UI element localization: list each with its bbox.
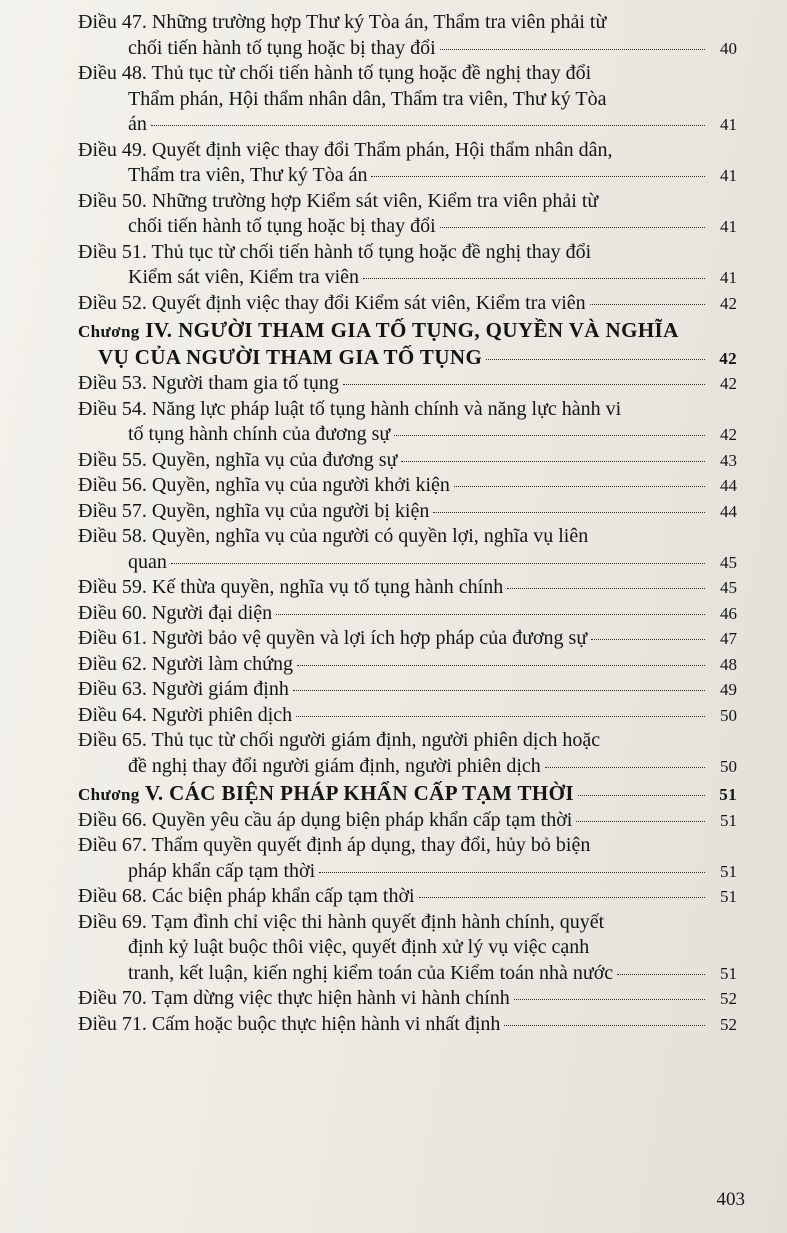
dot-leader	[293, 690, 705, 691]
toc-entry-line	[78, 808, 737, 834]
toc-entry-line	[78, 626, 737, 652]
dot-leader	[296, 716, 705, 717]
toc-entry-line	[78, 112, 737, 138]
toc-page-number: 42	[720, 374, 737, 393]
dot-leader	[486, 359, 705, 360]
toc-page-number: 42	[719, 348, 737, 368]
toc-entry-text	[78, 781, 574, 808]
dot-leader	[617, 974, 705, 975]
toc-entry	[78, 473, 737, 499]
toc-page-number: 42	[720, 293, 737, 313]
dot-leader	[507, 588, 705, 589]
toc-page-number: 52	[720, 1014, 737, 1034]
toc-entry	[78, 291, 737, 317]
dot-leader	[171, 563, 705, 564]
toc-page-number: 41	[720, 166, 737, 185]
toc-page-number: 47	[720, 629, 737, 648]
toc-entry-line	[78, 265, 737, 291]
toc-entry-text-content: Điều 57. Quyền, nghĩa vụ của người bị kiện	[78, 499, 430, 522]
toc-entry-text	[128, 754, 541, 780]
toc-entry-text-content: án	[128, 113, 147, 135]
toc-entry-text-content: Điều 64. Người phiên dịch	[78, 703, 293, 726]
toc-entry-line	[78, 371, 737, 397]
toc-entry-text	[128, 265, 359, 291]
toc-entry	[78, 626, 737, 652]
toc-entry-line	[78, 448, 737, 474]
toc-entry-line	[78, 961, 737, 987]
toc-entry-text	[78, 808, 572, 834]
toc-entry-line	[78, 754, 737, 780]
toc-entry-text-content: tranh, kết luận, kiến nghị kiểm toán của Kiểm toán nhà nước	[128, 961, 614, 984]
dot-leader	[504, 1025, 705, 1026]
toc-entry-line	[78, 240, 737, 266]
toc-entry-text	[98, 345, 482, 371]
toc-page-number: 41	[720, 115, 737, 134]
toc-entry-text-content: đề nghị thay đổi người giám định, người phiên dịch	[128, 754, 541, 777]
toc-entry-text: định kỷ luật buộc thôi việc, quyết định xử lý vụ việc cạnh	[128, 936, 590, 958]
toc-entry-text: Điều 65. Thủ tục từ chối người giám định, người phiên dịch hoặc	[78, 729, 601, 751]
toc-entry-text	[128, 112, 147, 138]
toc-entry-line	[78, 189, 737, 215]
toc-page-number: 50	[720, 756, 737, 776]
toc-entry-text-content: Điều 71. Cấm hoặc buộc thực hiện hành vi nhất định	[78, 1012, 501, 1035]
dot-leader	[363, 278, 705, 279]
toc-page-number: 50	[720, 705, 737, 725]
toc-page-number: 42	[720, 425, 737, 444]
toc-entry-text: Điều 49. Quyết định việc thay đổi Thẩm phán, Hội thẩm nhân dân,	[78, 138, 613, 161]
dot-leader	[454, 486, 705, 487]
toc-entry-text-content: VỤ CỦA NGƯỜI THAM GIA TỐ TỤNG	[98, 344, 483, 369]
toc-entry	[78, 138, 737, 189]
toc-entry-line	[78, 601, 737, 627]
toc-entry-text-content: Điều 55. Quyền, nghĩa vụ của đương sự	[78, 448, 398, 471]
toc-entry-text: Điều 51. Thủ tục từ chối tiến hành tố tụng hoặc đề nghị thay đổi	[78, 240, 592, 263]
toc-entry-text-content: V. CÁC BIỆN PHÁP KHẨN CẤP TẠM THỜI	[144, 781, 574, 805]
page-number: 403	[716, 1189, 745, 1210]
dot-leader	[343, 384, 705, 385]
toc-entry-text	[78, 473, 450, 499]
toc-entry-text	[128, 422, 390, 448]
toc-entry-line	[78, 397, 737, 423]
toc-entry-text-content: Điều 66. Quyền yêu cầu áp dụng biện pháp khẩn cấp tạm thời	[78, 808, 573, 831]
toc-page-number: 49	[720, 680, 737, 699]
toc-entry	[78, 189, 737, 240]
toc-entry-text-content: Thẩm tra viên, Thư ký Tòa án	[128, 164, 368, 186]
toc-entry-text: Điều 50. Những trường hợp Kiểm sát viên, Kiểm tra viên phải từ	[78, 189, 599, 212]
dot-leader	[591, 639, 705, 640]
toc-entry-text	[128, 550, 167, 576]
toc-entry-text-content: tố tụng hành chính của đương sự	[128, 423, 391, 445]
toc-entry-text	[78, 986, 510, 1012]
toc-entry-text: Điều 69. Tạm đình chỉ việc thi hành quyết định hành chính, quyết	[78, 910, 605, 933]
toc-page-number: 51	[720, 963, 737, 983]
toc-entry-line	[78, 318, 737, 345]
toc-entry-text-content: Điều 59. Kế thừa quyền, nghĩa vụ tố tụng hành chính	[78, 576, 504, 598]
dot-leader	[401, 461, 705, 462]
toc-chapter-heading	[78, 318, 737, 371]
toc-entry-text-content: Điều 62. Người làm chứng	[78, 652, 293, 675]
toc-page-number: 40	[720, 38, 737, 58]
toc-entry-text	[78, 291, 586, 317]
dot-leader	[151, 125, 705, 126]
toc-entry-text	[78, 601, 272, 627]
toc-page-number: 45	[720, 578, 737, 597]
toc-entry-line	[78, 10, 737, 36]
dot-leader	[371, 176, 705, 177]
toc-entry-line	[78, 935, 737, 961]
toc-page-number: 52	[720, 989, 737, 1008]
toc-entry-line	[78, 473, 737, 499]
toc-entry-line	[78, 87, 737, 113]
dot-leader	[440, 49, 705, 50]
toc-entry-text	[78, 677, 289, 703]
toc-page-number: 44	[720, 501, 737, 521]
toc-entry	[78, 728, 737, 779]
toc-entry	[78, 677, 737, 703]
toc-entry-text	[128, 163, 367, 189]
toc-entry-text-content: chối tiến hành tố tụng hoặc bị thay đổi	[128, 215, 436, 237]
toc-entry-text-content: pháp khẩn cấp tạm thời	[128, 859, 316, 882]
toc-entry-line	[78, 214, 737, 240]
toc-entry-text: Điều 47. Những trường hợp Thư ký Tòa án, Thẩm tra viên phải từ	[78, 11, 607, 33]
toc-page-number: 48	[720, 654, 737, 674]
toc-entry-text	[78, 448, 397, 474]
toc-entry-text: Thẩm phán, Hội thẩm nhân dân, Thẩm tra viên, Thư ký Tòa	[128, 87, 607, 110]
table-of-contents	[78, 10, 737, 1037]
dot-leader	[319, 872, 705, 873]
dot-leader	[578, 795, 705, 796]
toc-entry	[78, 910, 737, 987]
toc-entry-line	[78, 703, 737, 729]
toc-entry	[78, 371, 737, 397]
toc-entry	[78, 652, 737, 678]
dot-leader	[514, 999, 705, 1000]
toc-entry-text	[128, 961, 613, 987]
toc-entry-text-content: Điều 68. Các biện pháp khẩn cấp tạm thời	[78, 885, 415, 907]
toc-entry	[78, 884, 737, 910]
toc-page-number: 41	[720, 217, 737, 236]
toc-entry-line	[78, 910, 737, 936]
toc-entry-text	[128, 214, 436, 240]
toc-page-number: 43	[720, 450, 737, 470]
toc-page-number: 46	[720, 603, 737, 623]
toc-entry-line	[78, 499, 737, 525]
toc-entry-line	[78, 1012, 737, 1038]
toc-entry-line	[78, 291, 737, 317]
toc-entry	[78, 10, 737, 61]
chapter-prefix: Chương	[78, 785, 140, 804]
toc-chapter-heading	[78, 781, 737, 808]
toc-entry	[78, 240, 737, 291]
toc-page-number: 45	[720, 552, 737, 572]
toc-page-number: 51	[720, 861, 737, 881]
toc-entry-text-content: Kiểm sát viên, Kiểm tra viên	[128, 266, 360, 288]
toc-entry-line	[78, 61, 737, 87]
toc-entry-text	[78, 1012, 500, 1038]
toc-entry-text	[78, 499, 429, 525]
toc-entry-text: Điều 67. Thẩm quyền quyết định áp dụng, thay đổi, hủy bỏ biện	[78, 834, 591, 856]
toc-entry-line	[78, 986, 737, 1012]
toc-entry-line	[78, 36, 737, 62]
toc-entry-text-content: chối tiến hành tố tụng hoặc bị thay đổi	[128, 36, 436, 59]
toc-entry-text	[78, 371, 339, 397]
dot-leader	[440, 227, 705, 228]
toc-entry-line	[78, 422, 737, 448]
chapter-prefix: Chương	[78, 322, 140, 341]
toc-entry-line	[78, 524, 737, 550]
toc-entry-text	[78, 703, 292, 729]
toc-entry-text	[78, 575, 503, 601]
dot-leader	[419, 897, 705, 898]
toc-entry	[78, 833, 737, 884]
toc-entry-line	[78, 728, 737, 754]
dot-leader	[394, 435, 705, 436]
toc-entry	[78, 448, 737, 474]
toc-entry	[78, 499, 737, 525]
toc-page-number: 51	[720, 810, 737, 830]
toc-page-number: 51	[719, 785, 737, 804]
toc-entry-text-content: Điều 70. Tạm dừng việc thực hiện hành vi hành chính	[78, 987, 510, 1009]
toc-entry-text: Điều 48. Thủ tục từ chối tiến hành tố tụng hoặc đề nghị thay đổi	[78, 62, 592, 84]
toc-entry-line	[78, 859, 737, 885]
toc-entry-line	[78, 677, 737, 703]
dot-leader	[545, 767, 705, 768]
toc-entry-line	[78, 345, 737, 372]
dot-leader	[433, 512, 705, 513]
toc-entry-text: Điều 58. Quyền, nghĩa vụ của người có quyền lợi, nghĩa vụ liên	[78, 525, 589, 547]
toc-entry-line	[78, 781, 737, 808]
toc-entry-line	[78, 550, 737, 576]
toc-entry	[78, 1012, 737, 1038]
toc-entry-line	[78, 575, 737, 601]
toc-entry	[78, 397, 737, 448]
toc-entry-text-content: Điều 56. Quyền, nghĩa vụ của người khởi kiện	[78, 474, 450, 496]
toc-entry	[78, 808, 737, 834]
toc-entry-text: Điều 54. Năng lực pháp luật tố tụng hành chính và năng lực hành vi	[78, 397, 622, 420]
dot-leader	[297, 665, 705, 666]
toc-entry-text-content: Điều 60. Người đại diện	[78, 601, 273, 624]
toc-entry	[78, 986, 737, 1012]
toc-entry-text	[78, 884, 415, 910]
toc-entry-line	[78, 652, 737, 678]
toc-entry-line	[78, 138, 737, 164]
toc-entry-text	[128, 36, 436, 62]
toc-entry-text-content: Điều 52. Quyết định việc thay đổi Kiểm sát viên, Kiểm tra viên	[78, 291, 586, 314]
dot-leader	[590, 304, 705, 305]
dot-leader	[276, 614, 705, 615]
toc-entry	[78, 61, 737, 138]
toc-entry-text-content: Điều 53. Người tham gia tố tụng	[78, 372, 339, 394]
toc-entry-line	[78, 884, 737, 910]
toc-entry-line	[78, 163, 737, 189]
toc-entry-text-content: Điều 63. Người giám định	[78, 678, 289, 700]
toc-entry-text	[128, 859, 315, 885]
toc-entry-text: IV. NGƯỜI THAM GIA TỐ TỤNG, QUYỀN VÀ NGHĨA	[145, 318, 679, 342]
toc-entry	[78, 524, 737, 575]
toc-entry-text	[78, 652, 293, 678]
toc-entry	[78, 601, 737, 627]
toc-entry-text-content: Điều 61. Người bảo vệ quyền và lợi ích hợp pháp của đương sự	[78, 627, 588, 649]
toc-entry-line	[78, 833, 737, 859]
toc-entry-text	[78, 626, 587, 652]
toc-page-number: 44	[720, 476, 737, 495]
toc-page-number: 41	[720, 268, 737, 287]
toc-page-number: 51	[720, 887, 737, 906]
toc-entry-text-content: quan	[128, 550, 167, 573]
toc-entry	[78, 703, 737, 729]
toc-entry	[78, 575, 737, 601]
dot-leader	[576, 821, 705, 822]
